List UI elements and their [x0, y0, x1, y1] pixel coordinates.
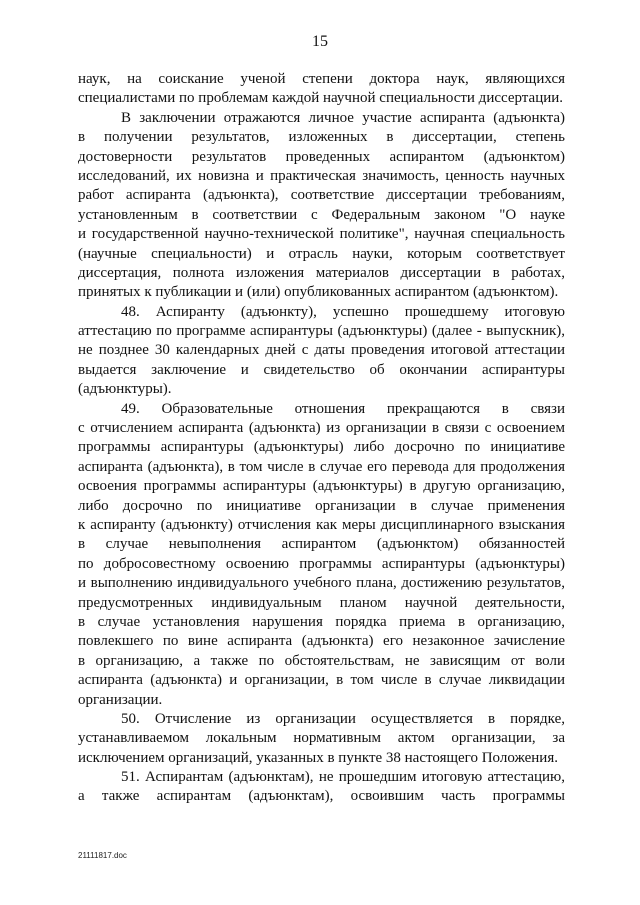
paragraph-first-line: 48. Аспиранту (адъюнкту), успешно прошедшему итоговую	[121, 303, 565, 320]
text-line: выдается заключение и свидетельство об окончании аспирантуры	[78, 361, 565, 378]
text-line: с отчислением аспиранта (адъюнкта) из организации в связи с освоением	[78, 420, 565, 437]
text-line: предусмотренных индивидуальным планом научной деятельности,	[78, 594, 565, 611]
text-line: повлекшего по вине аспиранта (адъюнкта) его незаконное зачисление	[78, 633, 565, 650]
paragraph-first-line: В заключении отражаются личное участие аспиранта (адъюнкта)	[121, 109, 565, 126]
text-line: по добросовестному освоению программы аспирантуры (адъюнктуры)	[78, 555, 565, 572]
text-line: достоверности результатов проведенных аспирантом (адъюнктом)	[78, 148, 565, 165]
text-line: устанавливаемом локальным нормативным актом организации, за	[78, 730, 565, 747]
text-line: наук, на соискание ученой степени доктора наук, являющихся	[78, 71, 565, 87]
text-line: программы аспирантуры (адъюнктуры) либо досрочно по инициативе	[78, 439, 565, 456]
paragraph-first-line: 50. Отчисление из организации осуществляется в порядке,	[121, 710, 565, 727]
text-line: принятых к публикации и (или) опубликованных аспирантом (адъюнктом).	[78, 284, 559, 301]
text-line: специалистами по проблемам каждой научной специальности диссертации.	[78, 90, 564, 107]
text-line: к аспиранту (адъюнкту) отчисления как меры дисциплинарного взыскания	[78, 516, 565, 533]
text-line: в получении результатов, изложенных в диссертации, степень	[78, 129, 565, 146]
paragraph-first-line: 51. Аспирантам (адъюнктам), не прошедшим итоговую аттестацию,	[121, 769, 565, 786]
text-line: в организацию, а также по обстоятельствам, не зависящим от воли	[78, 652, 565, 669]
text-line: в случае установления нарушения порядка приема в организацию,	[78, 613, 565, 630]
file-name-footer: 21111817.doc	[78, 851, 127, 860]
text-line: не позднее 30 календарных дней с даты проведения итоговой аттестации	[78, 342, 565, 359]
text-line: а также аспирантам (адъюнктам), освоившим часть программы	[78, 788, 565, 805]
text-line: диссертация, полнота изложения материалов диссертации в работах,	[78, 264, 565, 281]
text-line: организации.	[78, 691, 163, 708]
text-line: и выполнению индивидуального учебного плана, достижению результатов,	[78, 575, 565, 592]
text-line: аспиранта (адъюнкта) и организации, в том числе в случае ликвидации	[78, 672, 565, 689]
text-line: исследований, их новизна и практическая значимость, ценность научных	[78, 167, 565, 184]
text-line: либо досрочно по инициативе организации в случае применения	[78, 497, 565, 514]
text-line: исключением организаций, указанных в пункте 38 настоящего Положения.	[78, 749, 558, 766]
text-line: аспиранта (адъюнкта), в том числе в случае его перевода для продолжения	[78, 458, 565, 475]
text-line: и государственной научно-технической политике", научная специальность	[78, 226, 565, 243]
text-line: в случае невыполнения аспирантом (адъюнктом) обязанностей	[78, 536, 565, 553]
text-line: аттестацию по программе аспирантуры (адъюнктуры) (далее - выпускник),	[78, 323, 565, 340]
text-line: освоения программы аспирантуры (адъюнктуры) в другую организацию,	[78, 478, 565, 495]
text-line: работ аспиранта (адъюнкта), соответствие диссертации требованиям,	[78, 187, 565, 204]
document-body	[78, 70, 565, 807]
paragraph-first-line: 49. Образовательные отношения прекращаются в связи	[121, 400, 565, 417]
text-line: (научные специальности) и отрасль науки, которым соответствует	[78, 245, 565, 262]
text-line: установленным в соответствии с Федеральным законом "О науке	[78, 206, 565, 223]
text-line: (адъюнктуры).	[78, 381, 172, 398]
page-number: 15	[312, 33, 328, 50]
